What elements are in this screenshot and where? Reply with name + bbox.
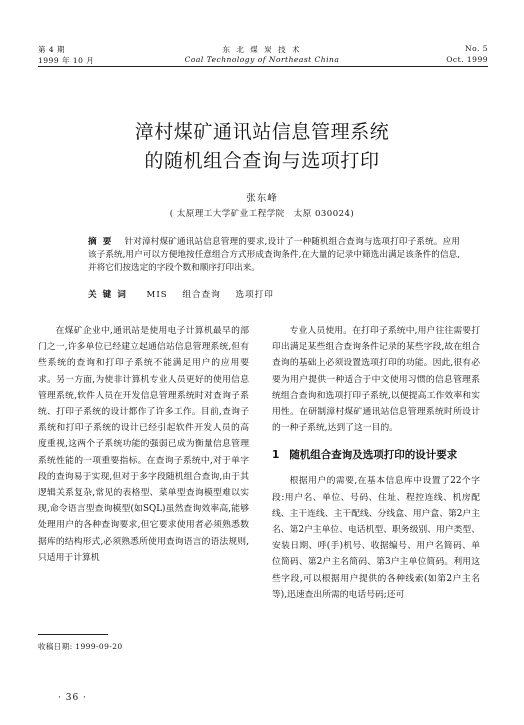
header-issue: 第 4 期 [38,45,66,54]
header-journal-en: Coal Technology of Northeast China [184,55,340,64]
header-date: 1999 年 10 月 [38,56,95,65]
abstract-label: 摘要 [88,237,118,247]
title-line-1: 漳村煤矿通讯站信息管理系统 [134,121,390,143]
title-line-2: 的随机组合查询与选项打印 [144,150,380,172]
abstract [88,236,460,276]
section-number: 1 [272,449,280,462]
header-journal-cn: 东 北 煤 炭 技 术 [222,45,302,54]
header-number: No. 5 [465,44,488,53]
keyword-item: 选项打印 [235,290,274,300]
footnote-rule [38,634,108,635]
page-number: · 36 · [58,693,87,703]
body-paragraph: 专业人员使用。在打印子系统中,用户往往需要打印出满足某些组合查询条件记录的某些字段,故在组合查询的基础上必须设置选项打印的功能。因此,很有必要为用户提供一种适合于中文使用习惯的信息管理系统组合查询和选项打印子系统,以便提高工作效率和实用性。在研制漳村煤矿通讯站信息管理系统时所设计的一种子系统,达到了这一目的。 [272,326,480,434]
keywords [88,288,460,300]
body-paragraph: 在煤矿企业中,通讯站是使用电子计算机最早的部门之一,许多单位已经建立起通信站信息管理系统,但有些系统的查询和打印子系统不能满足用户的应用要求。另一方面,为使非计算机专业人员更好的使用信息管理系统,软件人员在开发信息管理系统时对查询子系统、打印子系统的设计都作了许多工作。目前,查询子系统和打印子系统的设计已经引起软件开发人员的高度重视,这两个子系统功能的强弱已成为衡量信息管理系统性能的一项重要指标。在查询子系统中,对于单字段的查询易于实现,但对于多字段随机组合查询,由于其逻辑关系复杂,常见的表格型、菜单型查询模型难以实现,命令语言型查询模型(如SQL)虽然查询效率高,能够处理用户的各种查询要求,但它要求使用者必须熟悉数据库的结构形式,必须熟悉所使用查询语言的语法规则,只适用于计算机 [38,326,249,563]
header-month-en: Oct. 1999 [446,55,488,64]
header-rule [38,66,488,67]
affiliation: ( 太原理工大学矿业工程学院 太原 030024) [169,209,355,219]
body-paragraph: 根据用户的需要,在基本信息库中设置了22个字段:用户名、单位、号码、住址、程控连线、机房配线、主干连线、主干配线、分线盒、用户盒、第2户主名、第2户主单位、电话机型、职务级别、用户类型、安装日期、呼(手)机号、收据编号、用户名简码、单位简码、第2户主名简码、第3户主单位简码。利用这些字段,可以根据用户提供的各种线索(如第2户主名等),迅速查出所需的电话号码;还可 [272,476,480,600]
section-title: 随机组合查询及选项打印的设计要求 [289,449,458,462]
author: 张东峰 [246,193,278,204]
keyword-item: MIS [146,290,168,300]
right-column [272,323,480,603]
abstract-text: 针对漳村煤矿通讯站信息管理的要求,设计了一种随机组合查询与选项打印子系统。应用该子系统,用户可以方便地按任意组合方式形成查询条件,在大量的记录中筛选出满足该条件的信息,并将它们按选定的字段个数和顺序打印出来。 [88,237,461,274]
keyword-item: 组合查询 [182,290,221,300]
keywords-label: 关键词 [88,290,132,300]
section-heading [272,446,480,465]
left-column [38,323,249,566]
footnote-received-date: 收稿日期: 1999-09-20 [38,642,123,651]
